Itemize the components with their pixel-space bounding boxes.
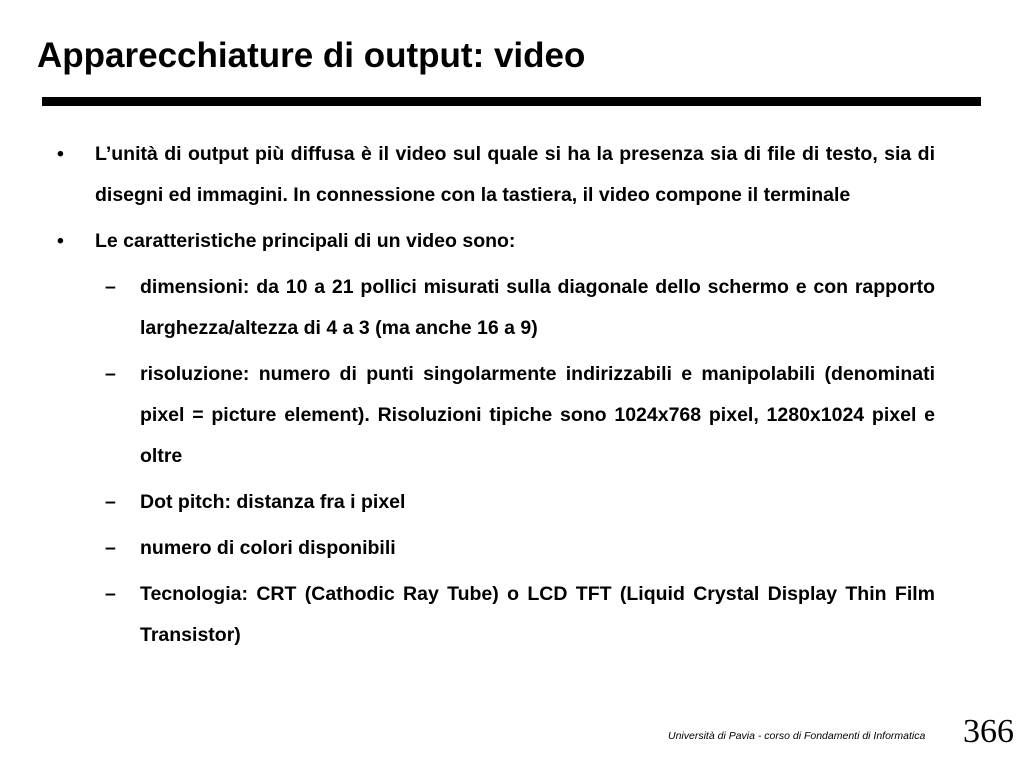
dash-marker: – (105, 491, 116, 513)
sub-bullet-text: numero di colori disponibili (140, 537, 396, 559)
sub-bullet-dimensions (55, 267, 935, 349)
slide-title: Apparecchiature di output: video (37, 36, 586, 75)
bullet-text: Le caratteristiche principali di un video sono: (95, 230, 516, 252)
dash-marker: – (105, 583, 116, 605)
page-number: 366 (963, 713, 1014, 750)
footer-credit: Università di Pavia - corso di Fondamenti di Informatica (668, 730, 926, 742)
bullet-output-unit (55, 134, 935, 216)
sub-bullet-colors (55, 528, 935, 569)
dash-marker: – (105, 363, 116, 385)
sub-bullet-dot-pitch (55, 482, 935, 523)
bullet-list (55, 134, 935, 661)
bullet-marker: • (57, 143, 64, 165)
sub-bullet-text: dimensioni: da 10 a 21 pollici misurati sulla diagonale dello schermo e con rapporto larghezza/altezza di 4 a 3 (ma anche 16 a 9) (140, 276, 935, 339)
sub-bullet-text: Tecnologia: CRT (Cathodic Ray Tube) o LCD TFT (Liquid Crystal Display Thin Film Transistor) (140, 583, 935, 646)
dash-marker: – (105, 276, 116, 298)
sub-bullet-text: Dot pitch: distanza fra i pixel (140, 491, 406, 513)
bullet-marker: • (57, 230, 64, 252)
title-underline-rule (42, 97, 981, 106)
sub-bullet-resolution (55, 354, 935, 477)
dash-marker: – (105, 537, 116, 559)
sub-bullet-technology (55, 574, 935, 656)
bullet-text: L’unità di output più diffusa è il video sul quale si ha la presenza sia di file di testo, sia di disegni ed immagini. In connessione con la tastiera, il video compone il terminale (95, 143, 935, 206)
sub-bullet-text: risoluzione: numero di punti singolarmente indirizzabili e manipolabili (denominati pixel = picture element). Risoluzioni tipiche sono 1024x768 pixel, 1280x1024 pixel e oltre (140, 363, 935, 467)
bullet-main-features (55, 221, 935, 262)
